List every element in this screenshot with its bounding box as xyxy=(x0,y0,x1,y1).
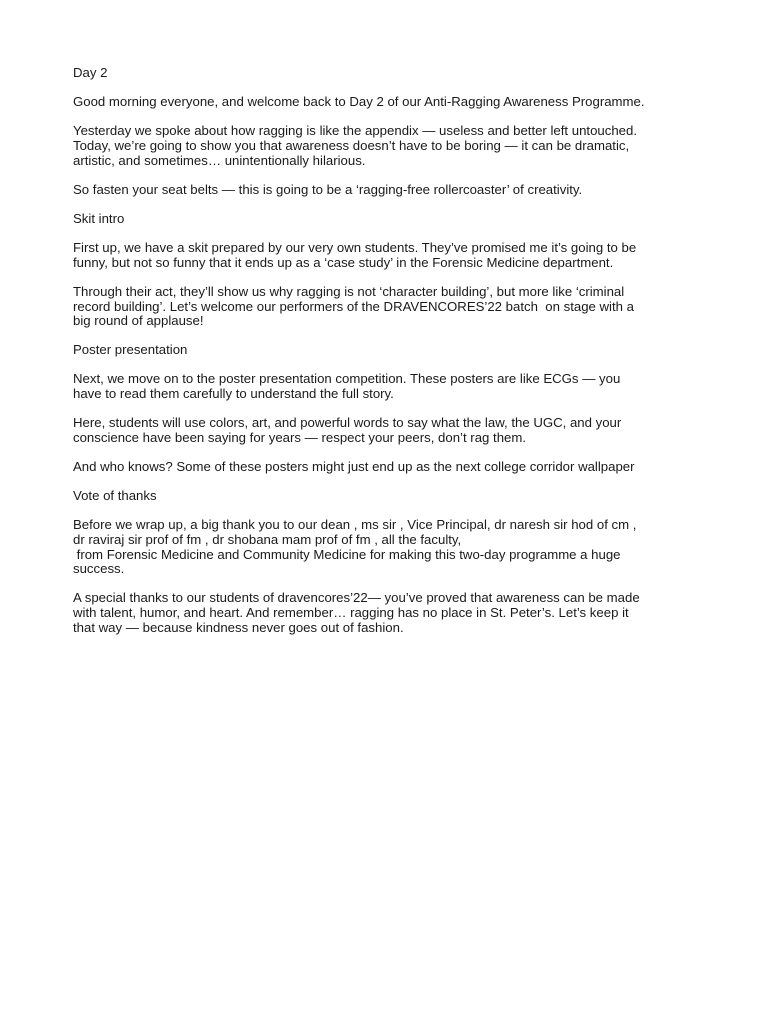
poster-heading: Poster presentation xyxy=(73,342,188,358)
thanks-paragraph-2: A special thanks to our students of dravencores’22— you’ve proved that awareness can be made with talent, humor, and heart. And remember… ragging has no place in St. Peter’s. Let’s keep it that way — because kindness never goes out of fashion. xyxy=(73,590,640,635)
skit-intro-heading: Skit intro xyxy=(73,210,125,226)
thanks-paragraph-1: Before we wrap up, a big thank you to our dean , ms sir , Vice Principal, dr naresh sir hod of cm , dr raviraj sir prof of fm , dr shobana mam prof of fm , all the faculty, from Forensic Medicine and Community Medicine for making this two-day programme a huge success. xyxy=(73,517,637,577)
skit-paragraph-2: Through their act, they’ll show us why ragging is not ‘character building’, but more like ‘criminal record building’. Let’s welcome our performers of the DRAVENCORES’22 batch on stage with a big round of applause! xyxy=(73,283,634,329)
poster-paragraph-2: Here, students will use colors, art, and powerful words to say what the law, the UGC, and your conscience have been saying for years — respect your peers, don’t rag them. xyxy=(73,415,622,445)
day-heading: Day 2 xyxy=(73,65,108,80)
vote-of-thanks-heading: Vote of thanks xyxy=(73,488,157,504)
poster-paragraph-1: Next, we move on to the poster presentation competition. These posters are like ECGs — you have to read them carefully to understand the full story. xyxy=(73,371,621,402)
seatbelt-paragraph: So fasten your seat belts — this is going to be a ‘ragging-free rollercoaster’ of creativity. xyxy=(73,181,583,197)
document-page xyxy=(73,66,713,650)
intro-paragraph: Yesterday we spoke about how ragging is like the appendix — useless and better left untouched. Today, we’re going to show you that awareness doesn’t have to be boring — it can be dramatic, artistic, and sometimes… unintentionally hilarious. xyxy=(73,123,638,168)
poster-paragraph-3: And who knows? Some of these posters might just end up as the next college corridor wallpaper xyxy=(73,459,635,475)
welcome-paragraph: Good morning everyone, and welcome back to Day 2 of our Anti-Ragging Awareness Programme. xyxy=(73,94,645,110)
skit-paragraph-1: First up, we have a skit prepared by our very own students. They’ve promised me it’s going to be funny, but not so funny that it ends up as a ‘case study’ in the Forensic Medicine department. xyxy=(73,240,637,270)
